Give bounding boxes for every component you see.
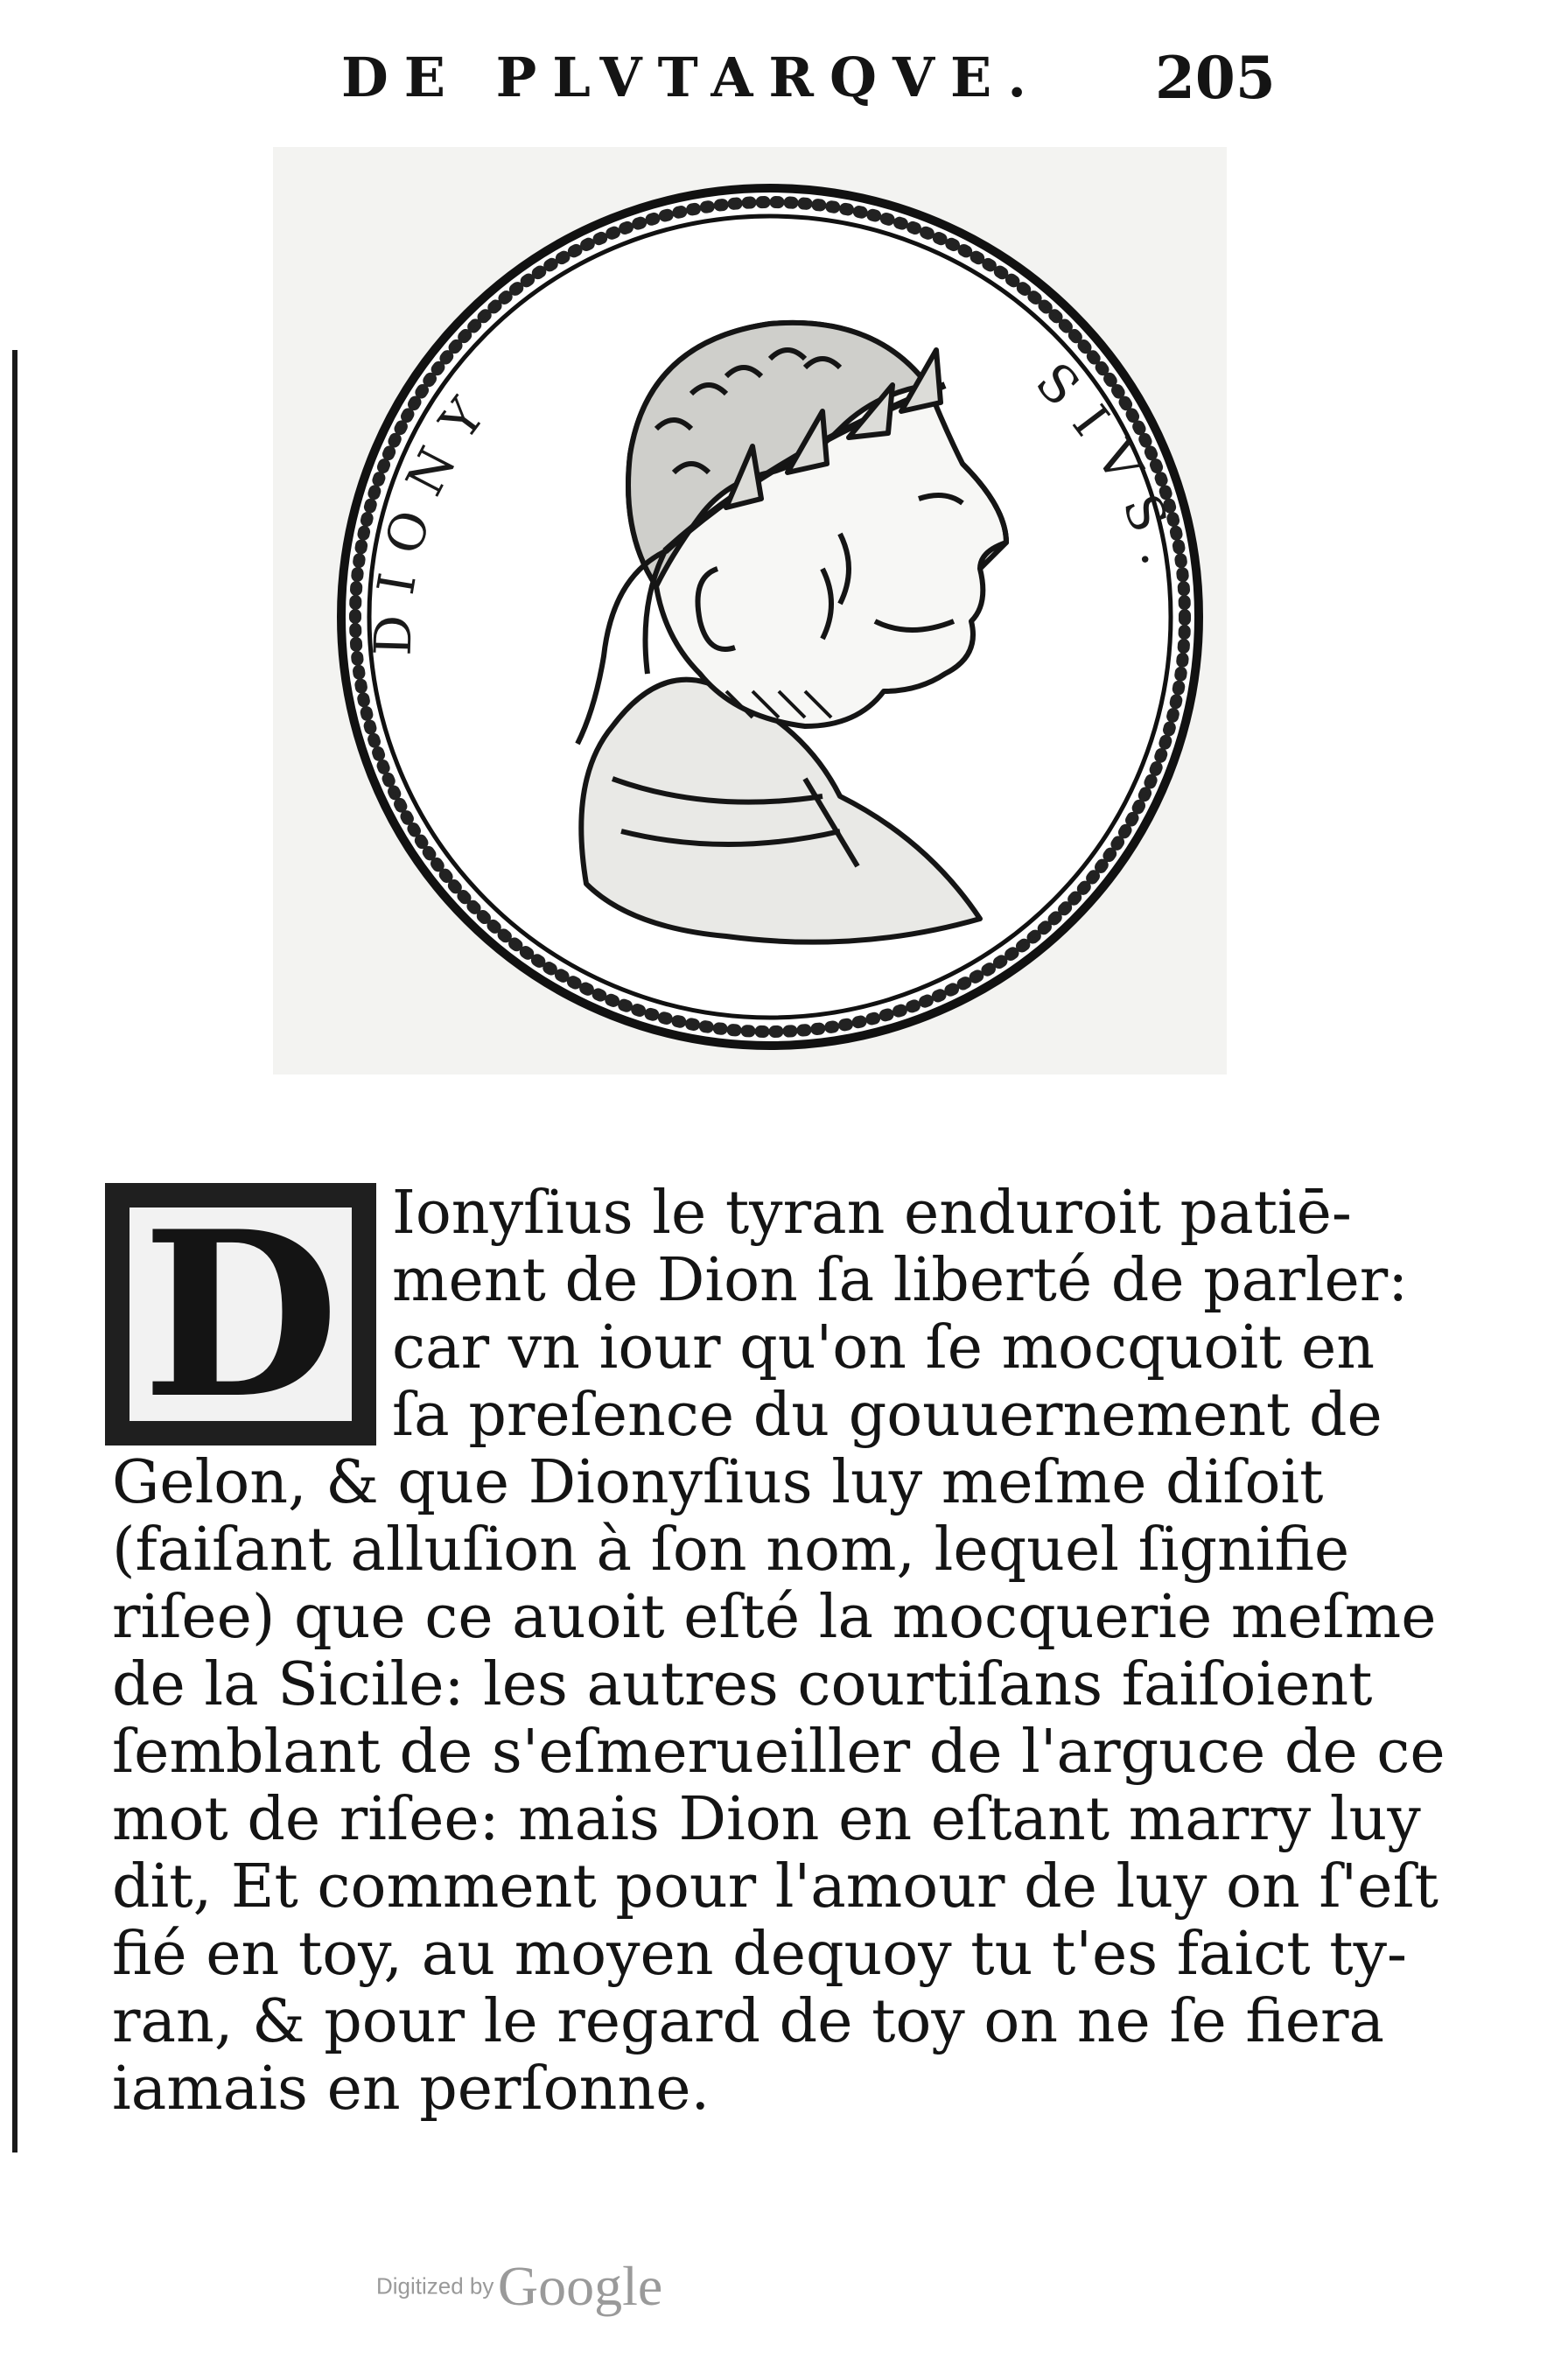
text-line: car vn iour qu'on ſe mocquoit en bbox=[392, 1313, 1376, 1382]
medallion-legend-right: SIVS. bbox=[1024, 351, 1195, 590]
text-line: ſemblant de s'eſmerueiller de l'arguce de ce bbox=[112, 1718, 1446, 1787]
google-logo-text: Google bbox=[497, 2255, 663, 2317]
text-line: de la Sicile: les autres courtiſans faiſoient bbox=[112, 1650, 1373, 1719]
text-line: (faiſant alluſion à ſon nom, lequel ſignifie bbox=[112, 1516, 1350, 1585]
drop-cap-letter: D bbox=[142, 1182, 340, 1449]
running-head: DE PLVTARQVE. bbox=[341, 46, 1042, 109]
text-line: ſa preſence du gouuernement de bbox=[392, 1381, 1382, 1450]
text-line: Ionyſius le tyran enduroit patiē- bbox=[392, 1179, 1352, 1248]
anecdote-paragraph bbox=[112, 1179, 1446, 2124]
text-line: fié en toy, au moyen dequoy tu t'es faict ty- bbox=[112, 1920, 1407, 1989]
gutter-shadow-line bbox=[12, 350, 18, 2152]
watermark-prefix: Digitized by bbox=[376, 2272, 494, 2300]
text-line: riſee) que ce auoit eſté la mocquerie meſme bbox=[112, 1583, 1437, 1652]
text-line: Gelon, & que Dionyſius luy meſme diſoit bbox=[112, 1448, 1324, 1517]
text-line: dit, Et comment pour l'amour de luy on ſ'eſt bbox=[112, 1852, 1438, 1922]
text-line: ment de Dion ſa liberté de parler: bbox=[392, 1246, 1409, 1315]
digitization-watermark bbox=[376, 2254, 662, 2319]
text-line: mot de riſee: mais Dion en eſtant marry luy bbox=[112, 1785, 1421, 1854]
page-number: 205 bbox=[1155, 44, 1276, 112]
medallion-legend-left: DIONY bbox=[362, 372, 508, 657]
text-line: iamais en perſonne. bbox=[112, 2054, 710, 2124]
portrait-medallion bbox=[315, 166, 1225, 1068]
text-line: ran, & pour le regard de toy on ne ſe fiera bbox=[112, 1987, 1385, 2056]
